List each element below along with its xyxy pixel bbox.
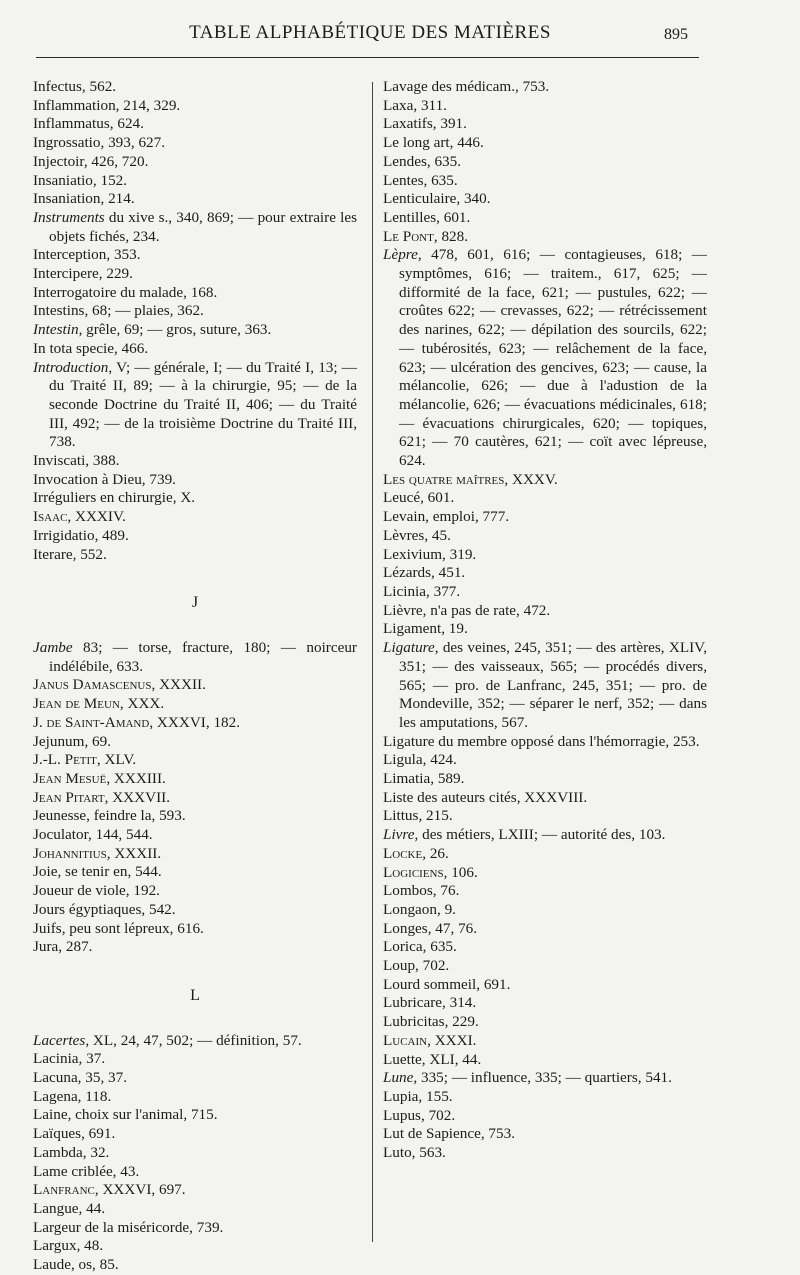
entry-name: Johannitius: [33, 844, 107, 862]
index-entry: [33, 1032, 357, 1051]
entry-name: J. de Saint-Amand: [33, 713, 150, 731]
entry-term: Lèpre: [383, 246, 418, 264]
index-entry: [33, 751, 357, 770]
index-entry: [33, 1181, 357, 1200]
entry-refs: , 106.: [443, 863, 478, 881]
index-entry: Laude, os, 85.: [33, 1256, 119, 1274]
index-entry: Irrigidatio, 489.: [33, 526, 129, 544]
index-entry: Laxatifs, 391.: [383, 115, 467, 133]
entry-term: Lune: [383, 1069, 414, 1087]
index-entry: [33, 209, 357, 246]
entry-term: Introduction: [33, 358, 109, 376]
index-entry: Licinia, 377.: [383, 582, 461, 600]
index-entry: Laïques, 691.: [33, 1125, 116, 1143]
index-entry: Insaniatio, 152.: [33, 171, 128, 189]
index-entry: Intestins, 68; — plaies, 362.: [33, 302, 204, 320]
entry-name: Logiciens: [383, 863, 444, 881]
entry-name: Janus Damascenus: [33, 676, 152, 694]
entry-term: Intestin: [33, 321, 79, 339]
index-entry: Interception, 353.: [33, 246, 141, 264]
entry-refs: , XXXIII.: [106, 769, 166, 787]
index-entry: Jejunum, 69.: [33, 732, 112, 750]
index-entry: Largeur de la miséricorde, 739.: [33, 1218, 224, 1236]
index-entry: Lacuna, 35, 37.: [33, 1069, 128, 1087]
index-entry: Joueur de viole, 192.: [33, 882, 160, 900]
page-number: 895: [664, 26, 688, 43]
entry-refs: , XXXVII.: [104, 788, 170, 806]
index-entry: Lavage des médicam., 753.: [383, 78, 550, 95]
index-entry: Jeunesse, feindre la, 593.: [33, 807, 186, 825]
index-entry: Inflammation, 214, 329.: [33, 96, 181, 114]
index-entry: Limatia, 589.: [383, 770, 465, 788]
index-entry: Littus, 215.: [383, 807, 453, 825]
index-entry: Injectoir, 426, 720.: [33, 152, 149, 170]
entry-refs: , des veines, 245, 351; — des artères, XLIV, 351; — des vaisseaux, 565; — procédés divers, 565; — pro. de Lanfranc, 245, 351; — pro. de Mondeville, 352; — séparer le nerf, 352; — dans les amputations, 567.: [399, 639, 707, 731]
entry-term: Livre: [383, 826, 415, 844]
entry-refs: , 26.: [422, 844, 449, 862]
index-entry: Irréguliers en chirurgie, X.: [33, 489, 196, 507]
index-entry: Levain, emploi, 777.: [383, 508, 510, 526]
entry-name: J.-L. Petit: [33, 751, 97, 769]
index-entry: Lagena, 118.: [33, 1087, 112, 1105]
index-entry: [383, 826, 707, 845]
entry-name: Lucain: [383, 1031, 428, 1049]
entry-refs: , XXXVI, 182.: [149, 713, 241, 731]
index-entry: [383, 1032, 707, 1051]
entry-term: Jambe: [33, 638, 73, 656]
entry-refs: du xive s., 340, 869; — pour extraire les objets fichés, 234.: [49, 208, 357, 245]
index-entry: [33, 321, 357, 340]
index-entry: Lorica, 635.: [383, 938, 457, 956]
entry-term: Ligature: [383, 639, 435, 657]
index-entry: Lentilles, 601.: [383, 208, 471, 226]
index-entry: Intercipere, 229.: [33, 265, 133, 283]
index-entry: Lentes, 635.: [383, 171, 458, 189]
index-entry: [383, 639, 707, 733]
index-entry: [33, 676, 357, 695]
index-entry: Langue, 44.: [33, 1199, 106, 1217]
index-entry: Leucé, 601.: [383, 489, 455, 507]
section-letter-j: J: [191, 594, 199, 612]
entry-refs: , grêle, 69; — gros, suture, 363.: [78, 321, 272, 339]
entry-name: Locke: [383, 844, 423, 862]
index-entry: [383, 864, 707, 883]
column-divider: [372, 82, 373, 1242]
entry-refs: , 335; — influence, 335; — quartiers, 541.: [413, 1069, 672, 1087]
running-title: TABLE ALPHABÉTIQUE DES MATIÈRES: [189, 22, 551, 43]
left-column: [33, 78, 357, 1275]
entry-term: Instruments: [33, 208, 105, 226]
index-entry: Ligula, 424.: [383, 751, 457, 769]
index-entry: Interrogatoire du malade, 168.: [33, 283, 218, 301]
index-entry: Lubricitas, 229.: [383, 1013, 479, 1031]
index-entry: Lut de Sapience, 753.: [383, 1125, 516, 1143]
index-entry: Lame criblée, 43.: [33, 1162, 140, 1180]
index-entry: Lièvre, n'a pas de rate, 472.: [383, 601, 551, 619]
entry-refs: , XXXI.: [427, 1031, 477, 1049]
index-entry: Lacinia, 37.: [33, 1050, 106, 1068]
index-entry: Juifs, peu sont lépreux, 616.: [33, 919, 204, 937]
index-entry: Luette, XLI, 44.: [383, 1050, 482, 1068]
index-entry: Loup, 702.: [383, 957, 450, 975]
index-entry: Lubricare, 314.: [383, 994, 477, 1012]
index-entry: Lourd sommeil, 691.: [383, 975, 511, 993]
entry-refs: , XLV.: [96, 751, 137, 769]
index-entry: Laxa, 311.: [383, 96, 447, 114]
index-entry: [383, 1069, 707, 1088]
entry-refs: , XXXIV.: [67, 508, 126, 526]
index-entry: Lombos, 76.: [383, 882, 460, 900]
index-entry: Ligature du membre opposé dans l'hémorragie, 253.: [383, 732, 700, 750]
index-entry: Lèvres, 45.: [383, 526, 451, 544]
entry-name: Les quatre maîtres: [383, 470, 505, 488]
index-entry: Joie, se tenir en, 544.: [33, 863, 162, 881]
index-entry: [383, 228, 707, 247]
index-entry: Longes, 47, 76.: [383, 919, 478, 937]
entry-refs: , des métiers, LXIII; — autorité des, 103.: [414, 826, 666, 844]
index-entry: [33, 770, 357, 789]
entry-refs: , XL, 24, 47, 502; — définition, 57.: [85, 1031, 302, 1049]
index-entry: Liste des auteurs cités, XXXVIII.: [383, 788, 588, 806]
entry-term: Lacertes: [33, 1031, 86, 1049]
index-entry: Lambda, 32.: [33, 1143, 110, 1161]
index-entry: Joculator, 144, 544.: [33, 826, 153, 844]
index-entry: Jura, 287.: [33, 938, 93, 956]
index-entry: Lézards, 451.: [383, 564, 466, 582]
entry-refs: , XXX.: [119, 695, 165, 713]
entry-refs: , XXXII.: [151, 676, 206, 694]
index-entry: Inflammatus, 624.: [33, 115, 144, 133]
index-entry: [33, 714, 357, 733]
entry-refs: , XXXV.: [504, 470, 558, 488]
index-entry: [33, 359, 357, 453]
index-entry: Lupia, 155.: [383, 1087, 453, 1105]
entry-name: Lanfranc: [33, 1181, 95, 1199]
index-entry: Infectus, 562.: [33, 78, 117, 95]
entry-refs: , XXXII.: [106, 844, 162, 862]
section-letter-l: L: [190, 986, 200, 1004]
entry-name: Le Pont: [383, 227, 434, 245]
entry-name: Jean de Meun: [33, 695, 120, 713]
index-entry: [33, 789, 357, 808]
index-entry: Le long art, 446.: [383, 134, 484, 152]
index-entry: Lupus, 702.: [383, 1106, 456, 1124]
index-entry: Ligament, 19.: [383, 620, 468, 638]
entry-name: Jean Pitart: [33, 788, 105, 806]
index-entry: Lenticulaire, 340.: [383, 190, 491, 208]
index-entry: Largux, 48.: [33, 1237, 104, 1255]
entry-refs: , 828.: [433, 227, 469, 245]
index-entry: Insaniation, 214.: [33, 190, 135, 208]
entry-refs: 83; — torse, fracture, 180; — noirceur indélébile, 633.: [49, 638, 357, 675]
index-entry: Laine, choix sur l'animal, 715.: [33, 1106, 218, 1124]
entry-name: Jean Mesuë: [33, 769, 107, 787]
index-entry: [33, 845, 357, 864]
index-entry: Iterare, 552.: [33, 545, 107, 563]
index-entry: [383, 246, 707, 470]
entry-refs: , 478, 601, 616; — contagieuses, 618; — symptômes, 616; — traitem., 617, 625; — difformité de la face, 621; — pustules, 622; — croûtes 622; — crevasses, 622; — rétrécissement des narines, 622; — dépilation des sourcils, 622; — tubérosités, 623; — relâchement de la face, 623; — ulcération des gencives, 623; — cause, la mélancolie, 626; — due à l'adustion de la mélancolie, 626; — évacuations médicinales, 618; — évacuations chirurgicales, 620; — topiques, 621; — 70 cautères, 621; — coït avec lépreuse, 624.: [399, 246, 707, 470]
entry-refs: , V; — générale, I; — du Traité I, 13; — du Traité II, 89; — à la chirurgie, 95; — de la seconde Doctrine du Traité II, 406; — du Traité III, 492; — de la troisième Doctrine du Traité III, 738.: [49, 358, 357, 451]
index-entry: In tota specie, 466.: [33, 339, 149, 357]
index-entry: Inviscati, 388.: [33, 452, 120, 470]
header-rule: [36, 57, 699, 58]
index-entry: [383, 845, 707, 864]
index-entry: Ingrossatio, 393, 627.: [33, 134, 166, 152]
index-entry: Jours égyptiaques, 542.: [33, 900, 176, 918]
index-entry: Longaon, 9.: [383, 900, 456, 918]
page-header: [0, 22, 800, 52]
index-entry: [33, 508, 357, 527]
right-column: [383, 78, 707, 1163]
index-entry: Invocation à Dieu, 739.: [33, 470, 176, 488]
entry-refs: , XXXVI, 697.: [94, 1181, 186, 1199]
index-entry: Lendes, 635.: [383, 152, 462, 170]
index-entry: [33, 695, 357, 714]
index-entry: Lexivium, 319.: [383, 545, 477, 563]
index-entry: [383, 471, 707, 490]
index-entry: [33, 639, 357, 676]
index-entry: Luto, 563.: [383, 1144, 446, 1162]
entry-name: Isaac: [33, 508, 68, 526]
